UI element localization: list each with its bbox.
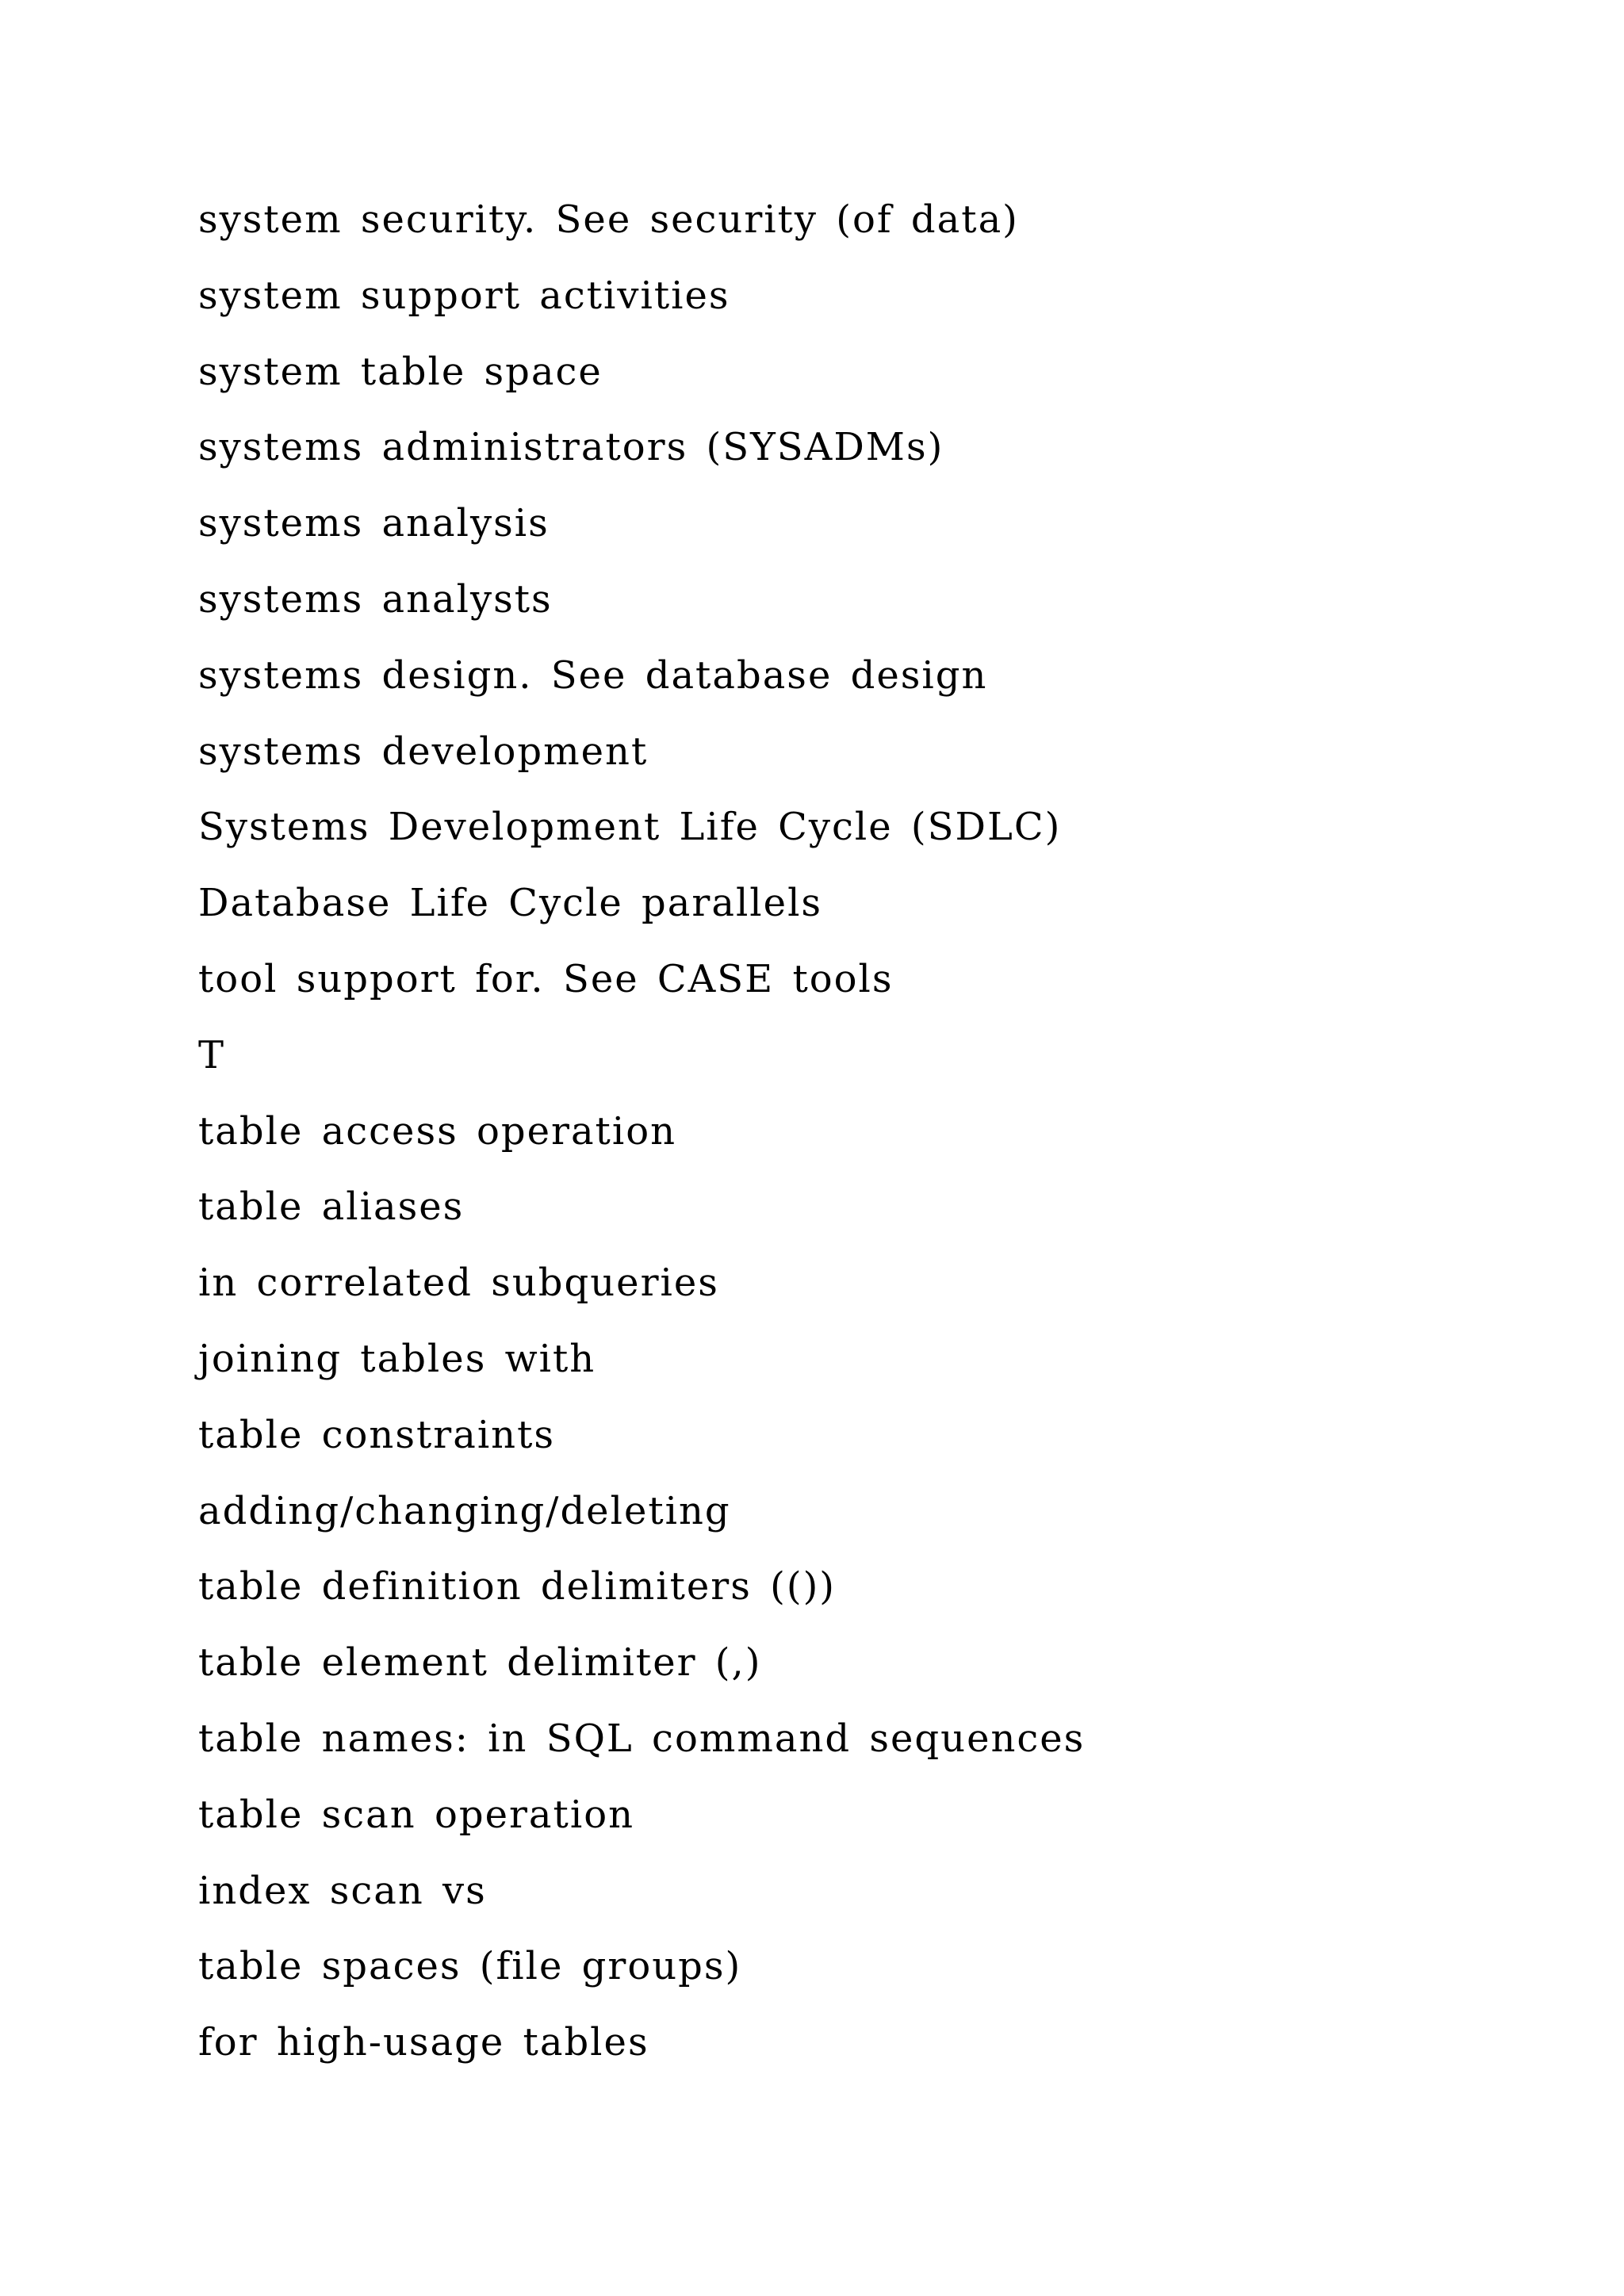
index-entry: adding/changing/deleting bbox=[198, 1488, 731, 1533]
index-entry: systems development bbox=[198, 729, 649, 774]
index-entry: table definition delimiters (()) bbox=[198, 1564, 837, 1609]
index-entry-list bbox=[198, 182, 1085, 2081]
index-entry: joining tables with bbox=[198, 1336, 596, 1381]
index-entry: table constraints bbox=[198, 1412, 556, 1457]
index-entry: system support activities bbox=[198, 273, 730, 318]
index-entry: system table space bbox=[198, 349, 603, 394]
index-entry: table aliases bbox=[198, 1184, 465, 1230]
index-entry: table element delimiter (,) bbox=[198, 1640, 762, 1686]
index-entry: table access operation bbox=[198, 1108, 677, 1154]
index-entry: systems analysis bbox=[198, 501, 550, 546]
index-entry: table spaces (file groups) bbox=[198, 1944, 742, 1989]
index-entry: tool support for. See CASE tools bbox=[198, 956, 894, 1001]
index-entry: system security. See security (of data) bbox=[198, 197, 1019, 242]
index-entry: systems design. See database design bbox=[198, 652, 988, 698]
index-entry: Database Life Cycle parallels bbox=[198, 881, 823, 926]
index-entry: systems analysts bbox=[198, 576, 553, 622]
index-entry: Systems Development Life Cycle (SDLC) bbox=[198, 805, 1062, 850]
index-entry: index scan vs bbox=[198, 1868, 487, 1913]
index-entry: for high-usage tables bbox=[198, 2020, 649, 2065]
index-entry: systems administrators (SYSADMs) bbox=[198, 425, 944, 470]
index-section-letter: T bbox=[198, 1032, 226, 1077]
index-entry: table scan operation bbox=[198, 1792, 634, 1837]
index-entry: table names: in SQL command sequences bbox=[198, 1716, 1086, 1761]
index-entry: in correlated subqueries bbox=[198, 1261, 719, 1306]
